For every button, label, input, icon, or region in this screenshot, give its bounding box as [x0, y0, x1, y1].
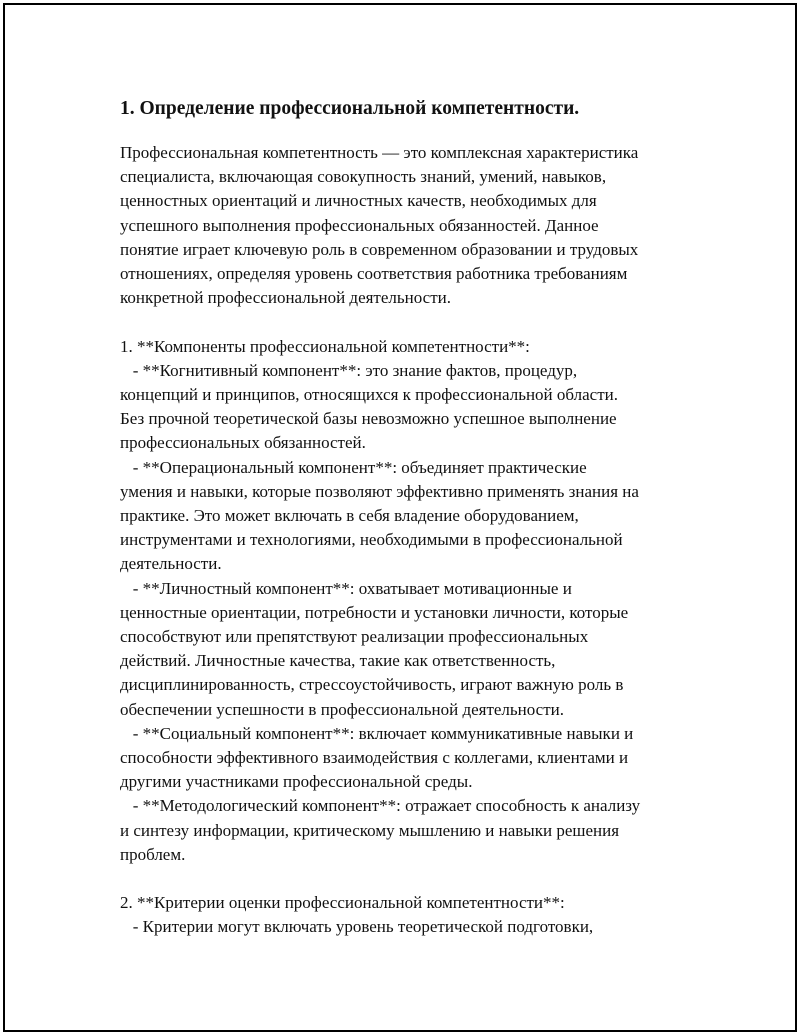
text-line: - **Социальный компонент**: включает коммуникативные навыки и [120, 723, 634, 743]
intro-paragraph [120, 141, 720, 310]
text-line: отношениях, определяя уровень соответствия работника требованиям [120, 264, 628, 284]
text-line: концепций и принципов, относящихся к профессиональной области. [120, 385, 618, 405]
text-line: способствуют или препятствуют реализации профессиональных [120, 627, 589, 647]
text-line: Без прочной теоретической базы невозможно успешное выполнение [120, 409, 617, 429]
text-line: ценностные ориентации, потребности и установки личности, которые [120, 602, 629, 622]
text-line: проблем. [120, 844, 186, 864]
components-section [120, 335, 720, 867]
text-line: - **Методологический компонент**: отражает способность к анализу [120, 796, 641, 816]
text-line: успешного выполнения профессиональных обязанностей. Данное [120, 215, 599, 235]
text-line: инструментами и технологиями, необходимыми в профессиональной [120, 530, 623, 550]
text-line: способности эффективного взаимодействия с коллегами, клиентами и [120, 748, 629, 768]
criteria-section [120, 891, 720, 939]
text-line: понятие играет ключевую роль в современном образовании и трудовых [120, 239, 639, 259]
text-line: и синтезу информации, критическому мышлению и навыки решения [120, 820, 620, 840]
text-line: умения и навыки, которые позволяют эффективно применять знания на [120, 481, 639, 501]
text-line: практике. Это может включать в себя владение оборудованием, [120, 506, 579, 526]
text-line: ценностных ориентаций и личностных качеств, необходимых для [120, 191, 597, 211]
document-title: 1. Определение профессиональной компетентности. [120, 98, 580, 119]
text-line: конкретной профессиональной деятельности. [120, 288, 451, 308]
text-line: другими участниками профессиональной среды. [120, 772, 473, 792]
paragraph-gap [120, 310, 720, 334]
text-line: специалиста, включающая совокупность знаний, умений, навыков, [120, 167, 607, 187]
text-line: Профессиональная компетентность — это комплексная характеристика [120, 143, 639, 162]
text-line: - **Когнитивный компонент**: это знание фактов, процедур, [120, 360, 578, 380]
text-line: деятельности. [120, 554, 222, 574]
text-line: - Критерии могут включать уровень теоретической подготовки, [120, 917, 594, 937]
text-line: обеспечении успешности в профессиональной деятельности. [120, 699, 565, 719]
section-heading: 2. **Критерии оценки профессиональной компетентности**: [120, 893, 565, 913]
text-line: профессиональных обязанностей. [120, 433, 366, 453]
text-line: - **Личностный компонент**: охватывает мотивационные и [120, 578, 572, 598]
text-line: действий. Личностные качества, такие как ответственность, [120, 651, 556, 671]
document-body [120, 97, 720, 940]
section-heading: 1. **Компоненты профессиональной компетентности**: [120, 336, 530, 356]
text-line: - **Операциональный компонент**: объединяет практические [120, 457, 587, 477]
text-line: дисциплинированность, стрессоустойчивость, играют важную роль в [120, 675, 624, 695]
paragraph-gap [120, 867, 720, 891]
page-frame [3, 3, 797, 1032]
